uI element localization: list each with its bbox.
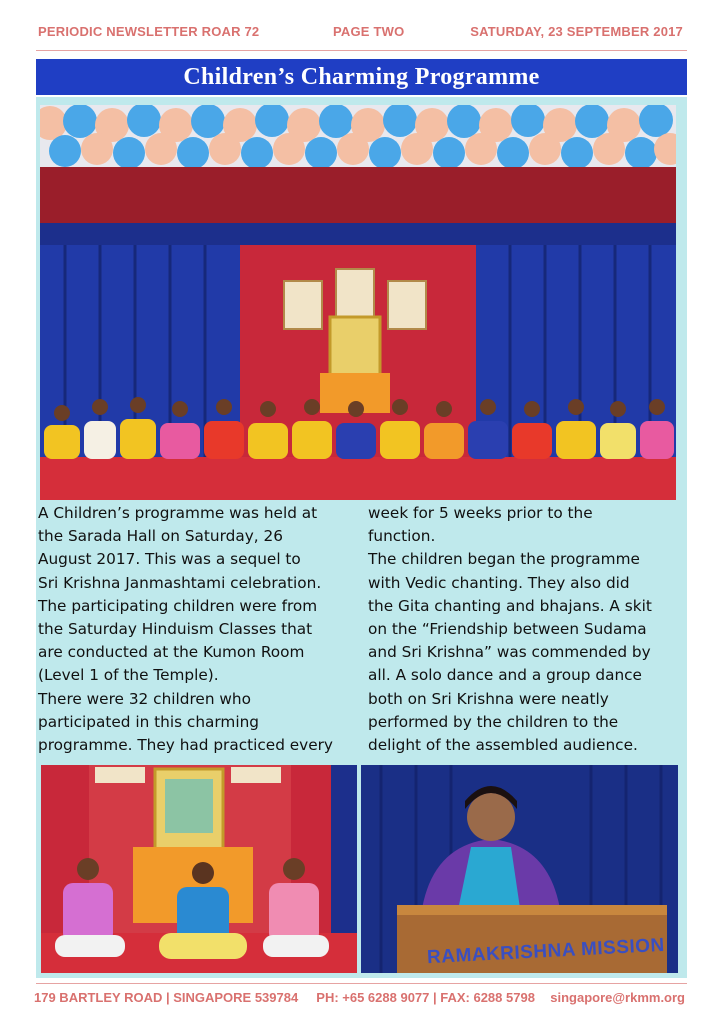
article-column-left <box>38 502 333 757</box>
article-line: August 2017. This was a sequel to <box>38 550 301 569</box>
group-photo-image <box>40 105 676 500</box>
article-line: week for 5 weeks prior to the <box>368 504 593 522</box>
article-line: participated in this charming <box>38 712 259 731</box>
article-line: the Gita chanting and bhajans. A skit <box>368 596 652 615</box>
article-line: Sri Krishna Janmashtami celebration. <box>38 573 322 592</box>
article-line: The participating children were from <box>38 596 318 615</box>
article-line: programme. They had practiced every <box>38 736 333 755</box>
article-line: the Saturday Hinduism Classes that <box>38 620 313 639</box>
article-line: There were 32 children who <box>38 689 251 708</box>
performers-photo <box>41 765 357 973</box>
newsletter-issue-label: PERIODIC NEWSLETTER ROAR 72 <box>38 24 260 39</box>
article-line: and Sri Krishna” was commended by <box>368 643 651 662</box>
article-column-right <box>368 502 652 757</box>
performers-photo-image <box>41 765 357 973</box>
article-line: are conducted at the Kumon Room <box>38 643 305 662</box>
podium-sign: RAMAKRISHNA MISSION <box>426 934 666 969</box>
article-title: Children’s Charming Programme <box>183 63 540 90</box>
article-line: The children began the programme <box>368 550 640 569</box>
article-line: (Level 1 of the Temple). <box>38 666 219 685</box>
group-photo <box>40 105 676 500</box>
header-divider <box>36 50 687 51</box>
article-line: delight of the assembled audience. <box>368 736 638 755</box>
footer-divider <box>36 983 687 984</box>
article-line: on the “Friendship between Sudama <box>368 620 647 639</box>
article-line: all. A solo dance and a group dance <box>368 666 642 685</box>
article-line: with Vedic chanting. They also did <box>368 573 630 592</box>
article-line: A Children’s programme was held at <box>38 504 318 522</box>
page-number-label: PAGE TWO <box>333 24 405 39</box>
speaker-photo <box>361 765 678 973</box>
article-line: function. <box>368 527 436 546</box>
article-line: the Sarada Hall on Saturday, 26 <box>38 527 283 546</box>
article-line: performed by the children to the <box>368 712 619 731</box>
article-line: both on Sri Krishna were neatly <box>368 689 609 708</box>
footer-contact: 179 BARTLEY ROAD | SINGAPORE 539784 PH: +65 6288 9077 | FAX: 6288 5798 <box>34 990 535 1005</box>
issue-date-label: SATURDAY, 23 SEPTEMBER 2017 <box>470 24 683 39</box>
article-title-band <box>36 59 687 95</box>
footer-email-link[interactable]: singapore@rkmm.org <box>550 990 685 1005</box>
